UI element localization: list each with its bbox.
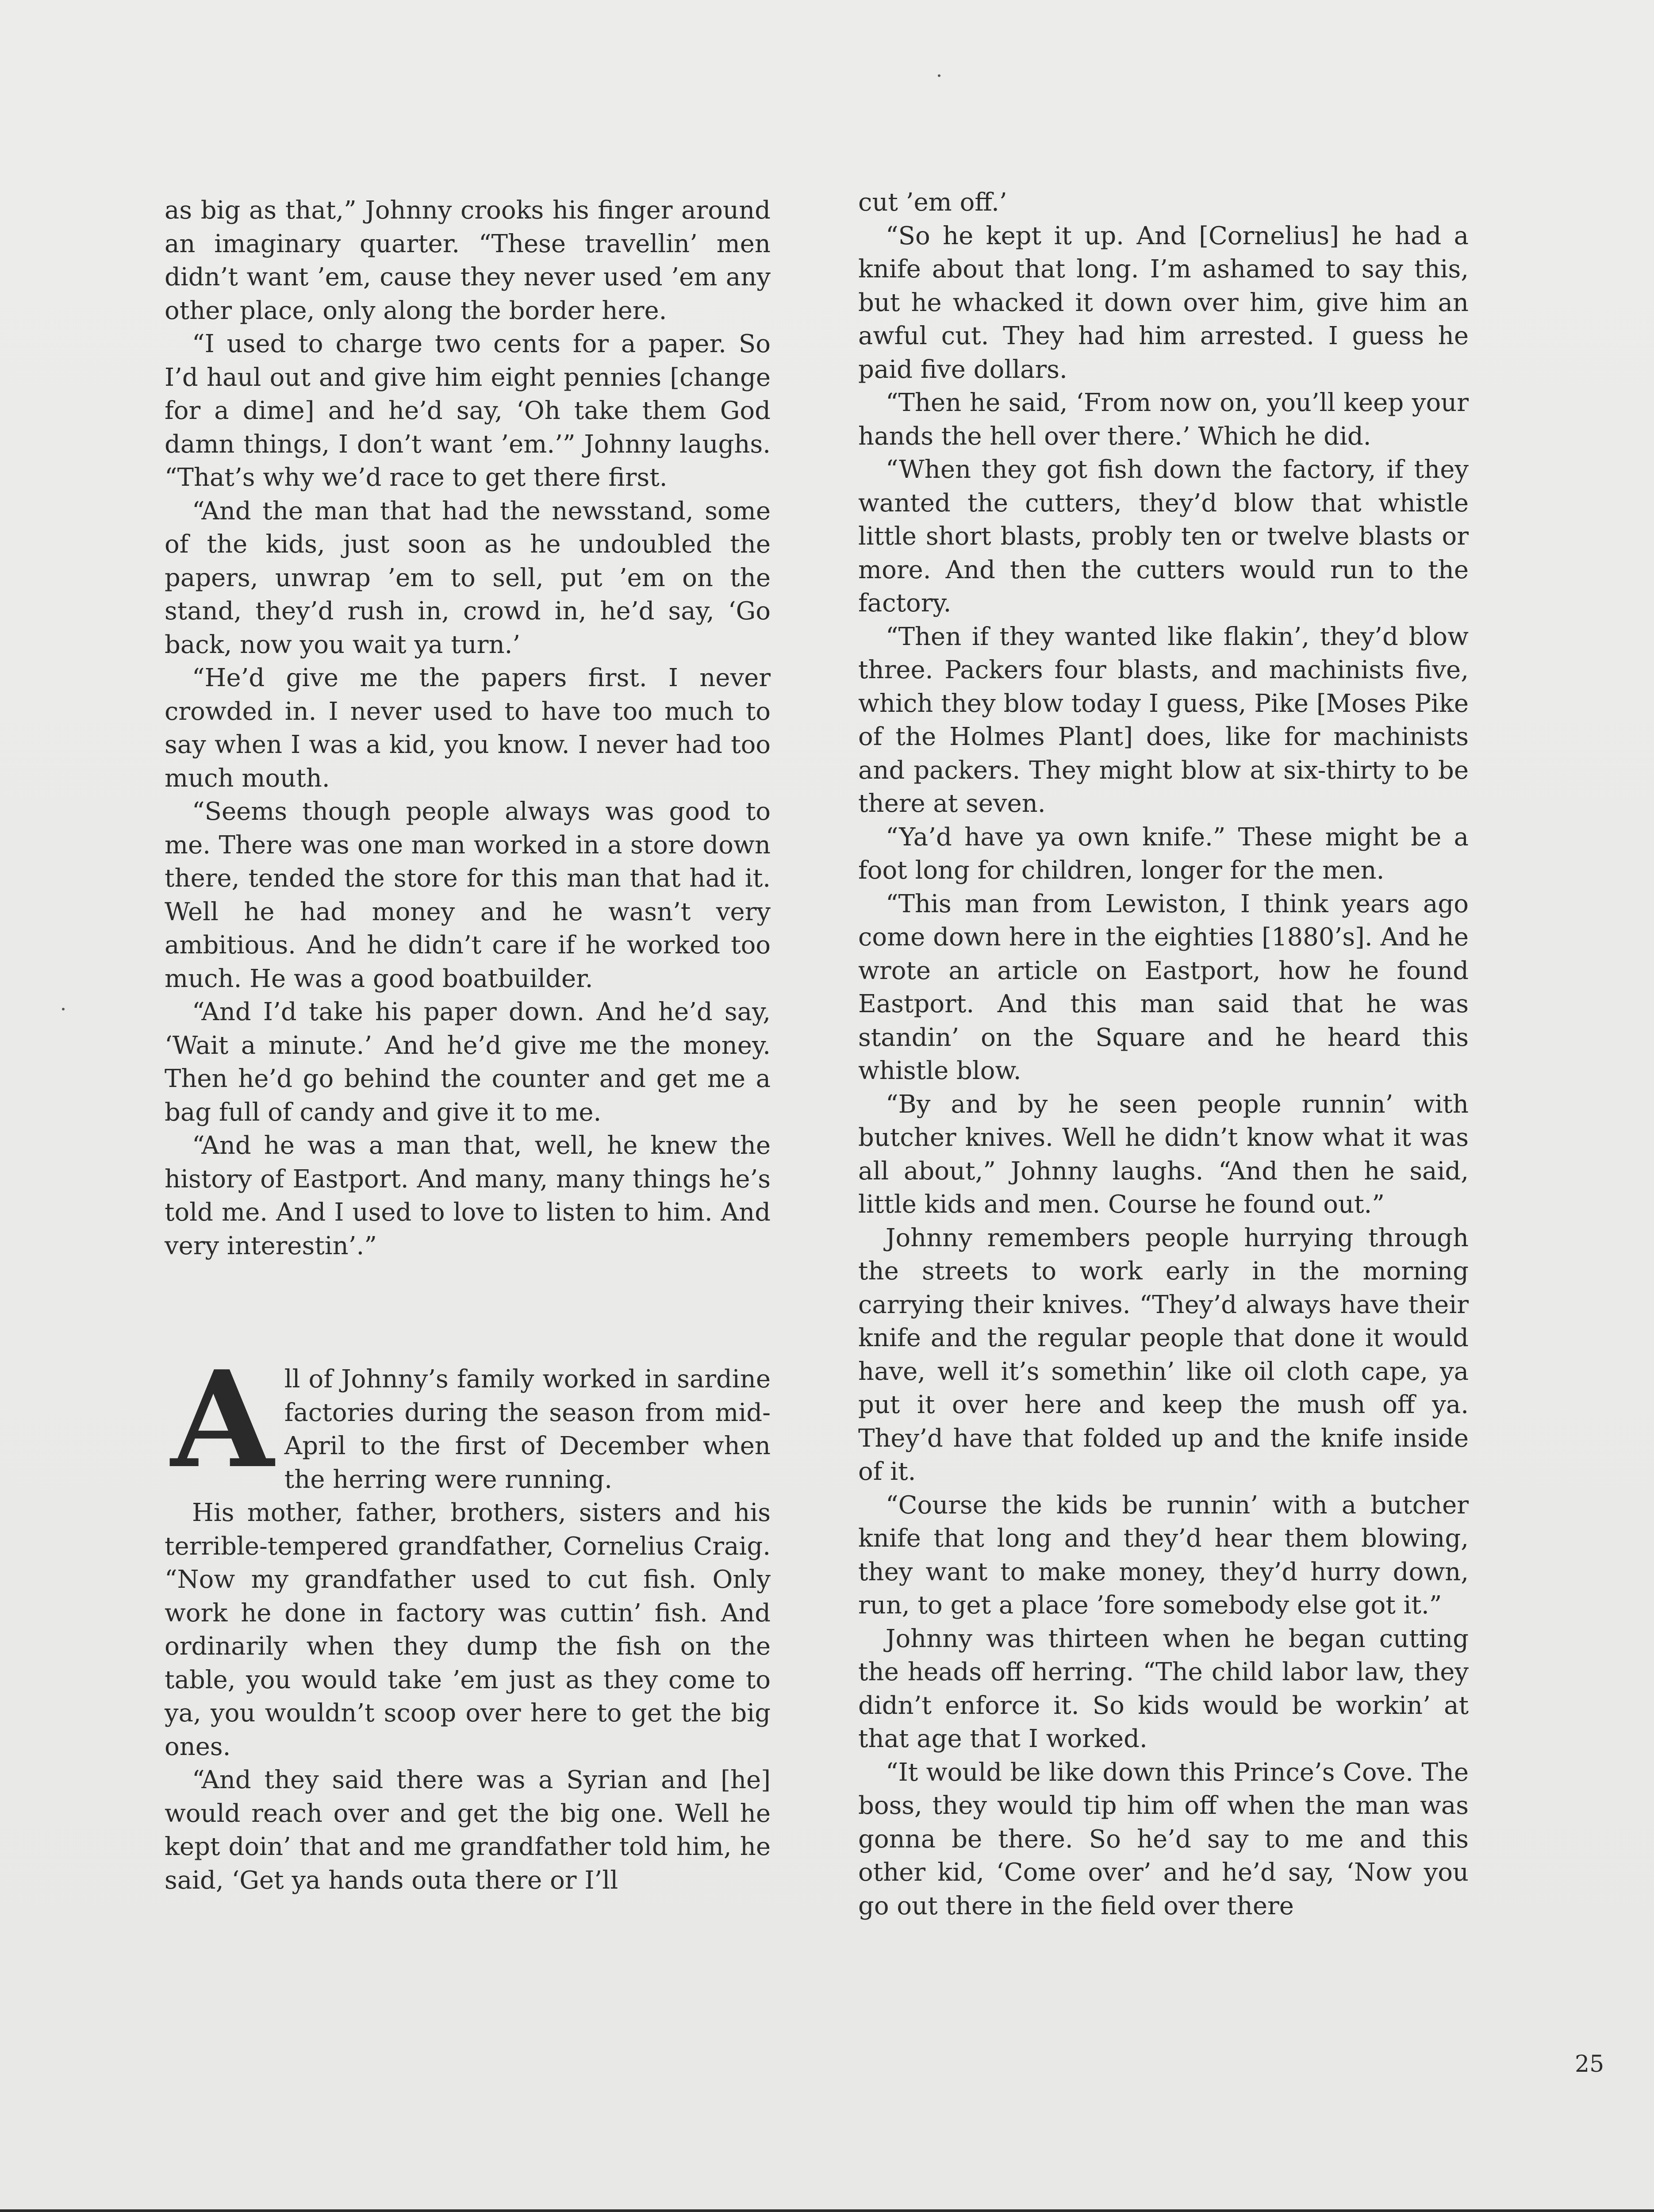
left-paragraph-9: “And they said there was a Syrian and [he] would reach over and get the big one. Well he kept doin’ that and me grandfather told him, he said, ‘Get ya hands outa there or I’ll <box>165 1766 771 1895</box>
right-paragraph-7: “This man from Lewiston, I think years ago come down here in the eighties [1880’s]. And he wrote an article on Eastport, how he found Eastport. And this man said that he was standin’ on the Square and he heard this whistle blow. <box>858 889 1469 1085</box>
right-paragraph-12: “It would be like down this Prince’s Cove. The boss, they would tip him off when the man was gonna be there. So he’d say to me and this other kid, ‘Come over’ and he’d say, ‘Now you go out there in the field over there <box>858 1758 1469 1920</box>
paper-speck <box>62 1008 65 1010</box>
right-paragraph-11: Johnny was thirteen when he began cutting the heads off herring. “The child labor law, they didn’t enforce it. So kids would be workin’ at that age that I worked. <box>858 1624 1469 1753</box>
left-paragraph-2: “I used to charge two cents for a paper. So I’d haul out and give him eight pennies [change for a dime] and he’d say, ‘Oh take them God damn things, I don’t want ’em.’” Johnny laughs. “That’s why we’d race to get there first. <box>165 330 771 492</box>
right-text-column <box>858 186 1469 1923</box>
right-paragraph-1: cut ’em off.’ <box>858 188 1007 217</box>
right-paragraph-4: “When they got fish down the factory, if they wanted the cutters, they’d blow that whistle little short blasts, probly ten or twelve blasts or more. And then the cutters would run to the factory. <box>858 455 1469 618</box>
right-paragraph-2: “So he kept it up. And [Cornelius] he had a knife about that long. I’m ashamed to say this, but he whacked it down over him, give him an awful cut. They had him arrested. I guess he paid five dollars. <box>858 221 1469 384</box>
paper-speck <box>938 74 940 77</box>
left-paragraph-3: “And the man that had the newsstand, some of the kids, just soon as he undoubled the papers, unwrap ’em to sell, put ’em on the stand, they’d rush in, crowd in, he’d say, ‘Go back, now you wait ya turn.’ <box>165 496 771 659</box>
right-paragraph-3: “Then he said, ‘From now on, you’ll keep your hands the hell over there.’ Which he did. <box>858 388 1469 451</box>
drop-cap-letter: A <box>171 1341 274 1498</box>
right-paragraph-8: “By and by he seen people runnin’ with butcher knives. Well he didn’t know what it was all about,” Johnny laughs. “And then he said, little kids and men. Course he found out.” <box>858 1090 1469 1219</box>
page-bottom-edge <box>0 2209 1654 2212</box>
left-paragraph-6: “And I’d take his paper down. And he’d say, ‘Wait a minute.’ And he’d give me the money. Then he’d go behind the counter and get me a bag full of candy and give it to me. <box>165 998 771 1127</box>
dropcap-paragraph-text: ll of Johnny’s family worked in sardine factories during the season from mid-April to the first of December when the herring were running. <box>284 1365 771 1494</box>
left-text-column <box>165 194 771 1897</box>
right-paragraph-5: “Then if they wanted like flakin’, they’d blow three. Packers four blasts, and machinists five, which they blow today I guess, Pike [Moses Pike of the Holmes Plant] does, like for machinists and packers. They might blow at six-thirty to be there at seven. <box>858 622 1469 818</box>
right-paragraph-10: “Course the kids be runnin’ with a butcher knife that long and they’d hear them blowing, they want to make money, they’d hurry down, run, to get a place ’fore somebody else got it.” <box>858 1490 1469 1620</box>
left-paragraph-8: His mother, father, brothers, sisters and his terrible-tempered grandfather, Cornelius Craig. “Now my grandfather used to cut fish. Only work he done in factory was cuttin’ fish. And ordinarily when they dump the fish on the table, you would take ’em just as they come to ya, you wouldn’t scoop over here to get the big ones. <box>165 1498 771 1761</box>
right-paragraph-6: “Ya’d have ya own knife.” These might be a foot long for children, longer for the men. <box>858 822 1469 885</box>
left-paragraph-7: “And he was a man that, well, he knew the history of Eastport. And many, many things he’s told me. And I used to love to listen to him. And very interestin’.” <box>165 1131 771 1260</box>
dropcap-paragraph <box>165 1341 771 1498</box>
right-paragraph-9: Johnny remembers people hurrying through the streets to work early in the morning carrying their knives. “They’d always have their knife and the regular people that done it would have, well it’s somethin’ like oil cloth cape, ya put it over here and keep the mush off ya. They’d have that folded up and the knife inside of it. <box>858 1223 1469 1486</box>
left-paragraph-5: “Seems though people always was good to me. There was one man worked in a store down there, tended the store for this man that had it. Well he had money and he wasn’t very ambitious. And he didn’t care if he worked too much. He was a good boatbuilder. <box>165 797 771 993</box>
page-number: 25 <box>1575 2051 1604 2078</box>
left-paragraph-4: “He’d give me the papers first. I never crowded in. I never used to have too much to say when I was a kid, you know. I never had too much mouth. <box>165 664 771 793</box>
left-paragraph-1: as big as that,” Johnny crooks his finger around an imaginary quarter. “These travellin’ men didn’t want ’em, cause they never used ’em any other place, only along the border here. <box>165 196 771 325</box>
